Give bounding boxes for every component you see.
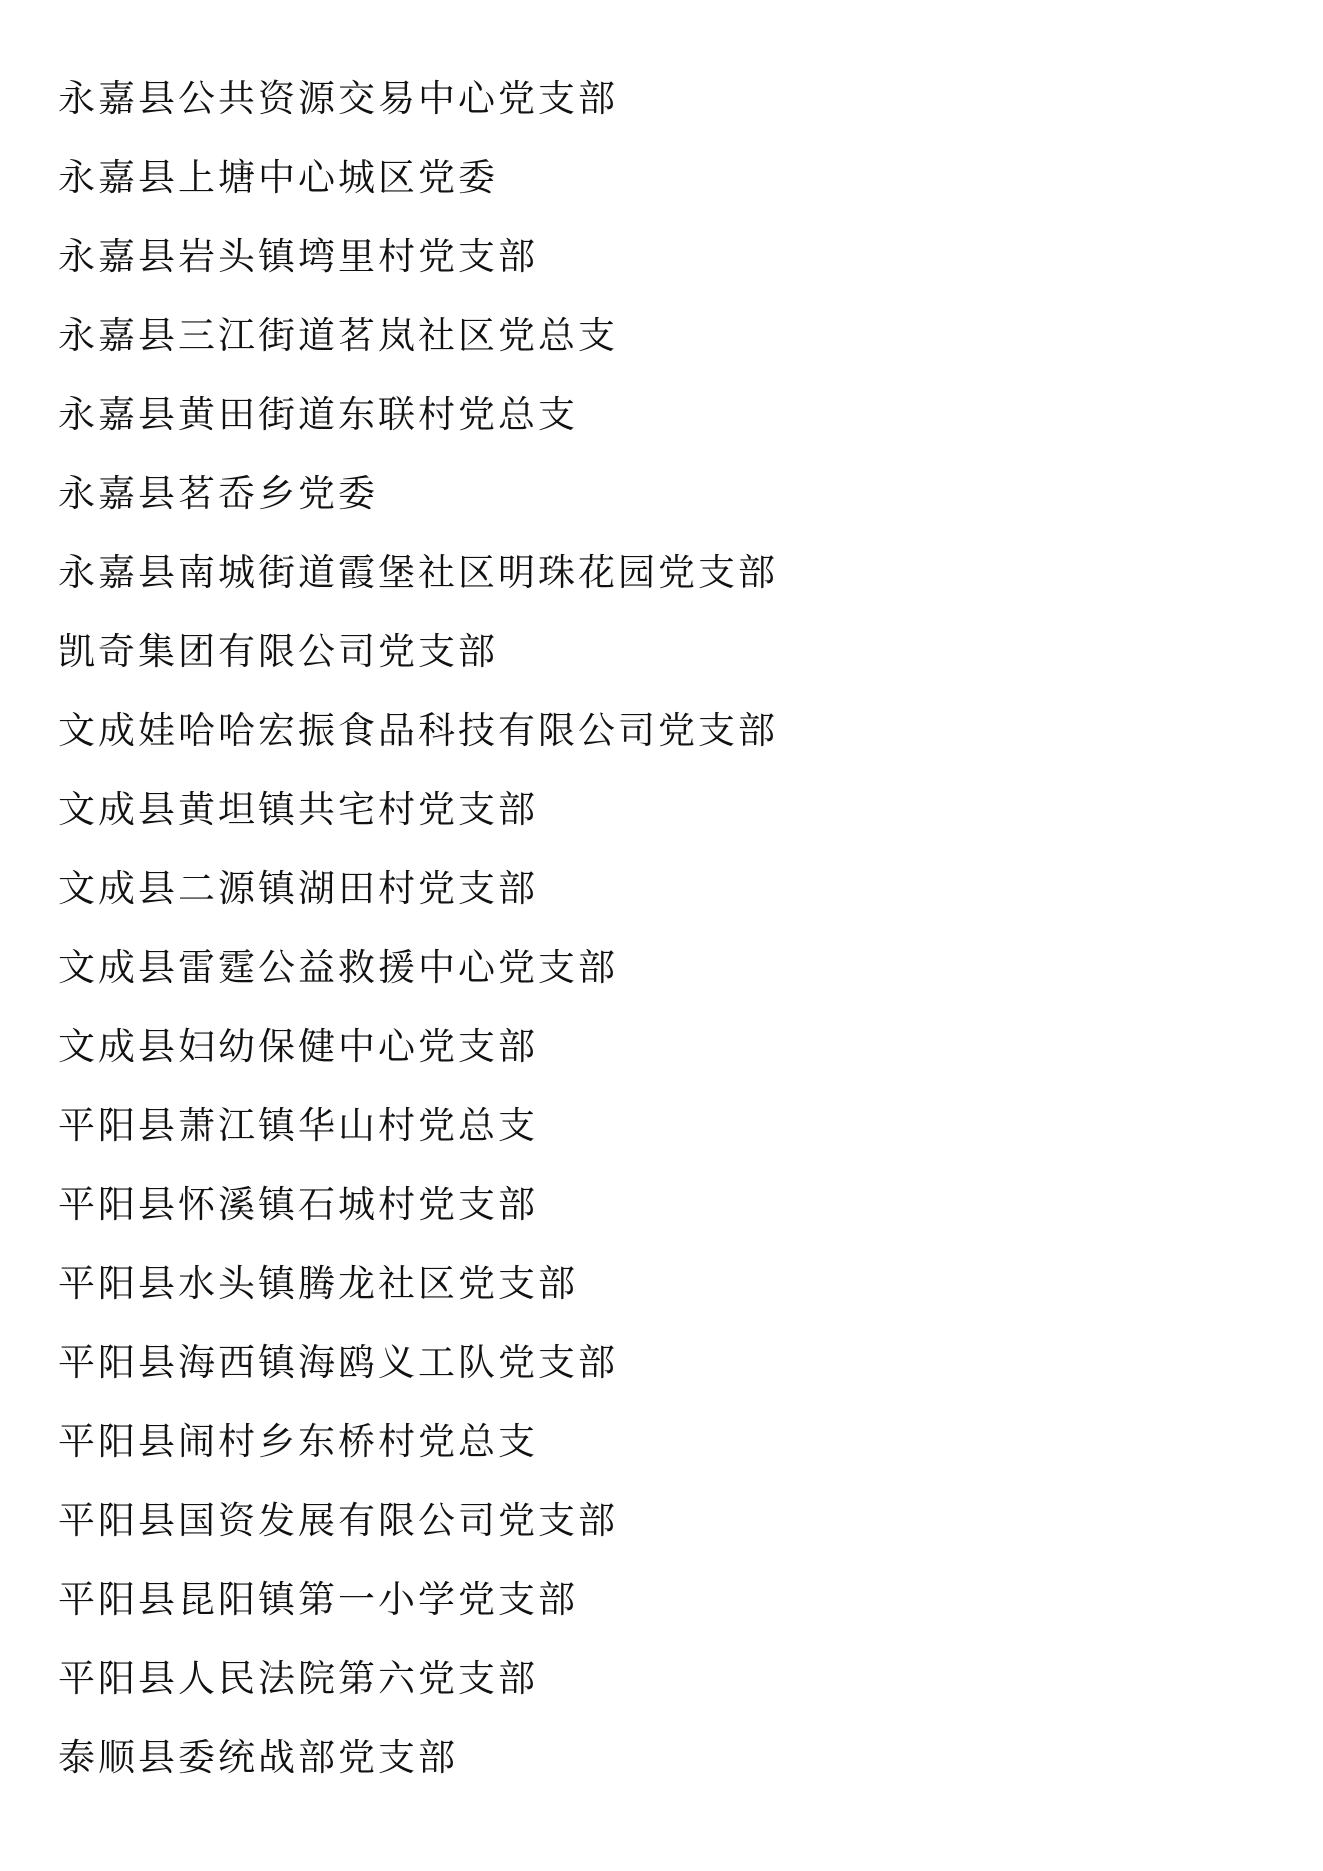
list-item: 永嘉县岩头镇塆里村党支部	[58, 235, 538, 278]
list-item: 永嘉县公共资源交易中心党支部	[58, 77, 618, 120]
list-item: 永嘉县南城街道霞堡社区明珠花园党支部	[58, 551, 778, 594]
list-item: 凯奇集团有限公司党支部	[58, 630, 498, 673]
list-item: 平阳县水头镇腾龙社区党支部	[58, 1262, 578, 1305]
list-item: 平阳县怀溪镇石城村党支部	[58, 1183, 538, 1226]
list-item: 文成娃哈哈宏振食品科技有限公司党支部	[58, 709, 778, 752]
list-item: 平阳县海西镇海鸥义工队党支部	[58, 1341, 618, 1384]
list-item: 文成县妇幼保健中心党支部	[58, 1025, 538, 1068]
list-item: 文成县雷霆公益救援中心党支部	[58, 946, 618, 989]
list-item: 永嘉县三江街道茗岚社区党总支	[58, 314, 618, 357]
list-item: 永嘉县上塘中心城区党委	[58, 156, 498, 199]
list-item: 平阳县昆阳镇第一小学党支部	[58, 1578, 578, 1621]
list-item: 平阳县国资发展有限公司党支部	[58, 1499, 618, 1542]
list-item: 平阳县人民法院第六党支部	[58, 1657, 538, 1700]
list-item: 平阳县萧江镇华山村党总支	[58, 1104, 538, 1147]
list-item: 文成县黄坦镇共宅村党支部	[58, 788, 538, 831]
list-item: 永嘉县茗岙乡党委	[58, 472, 378, 515]
list-item: 文成县二源镇湖田村党支部	[58, 867, 538, 910]
list-item: 平阳县闹村乡东桥村党总支	[58, 1420, 538, 1463]
list-item: 永嘉县黄田街道东联村党总支	[58, 393, 578, 436]
organization-list	[58, 70, 778, 1808]
list-item: 泰顺县委统战部党支部	[58, 1736, 458, 1779]
